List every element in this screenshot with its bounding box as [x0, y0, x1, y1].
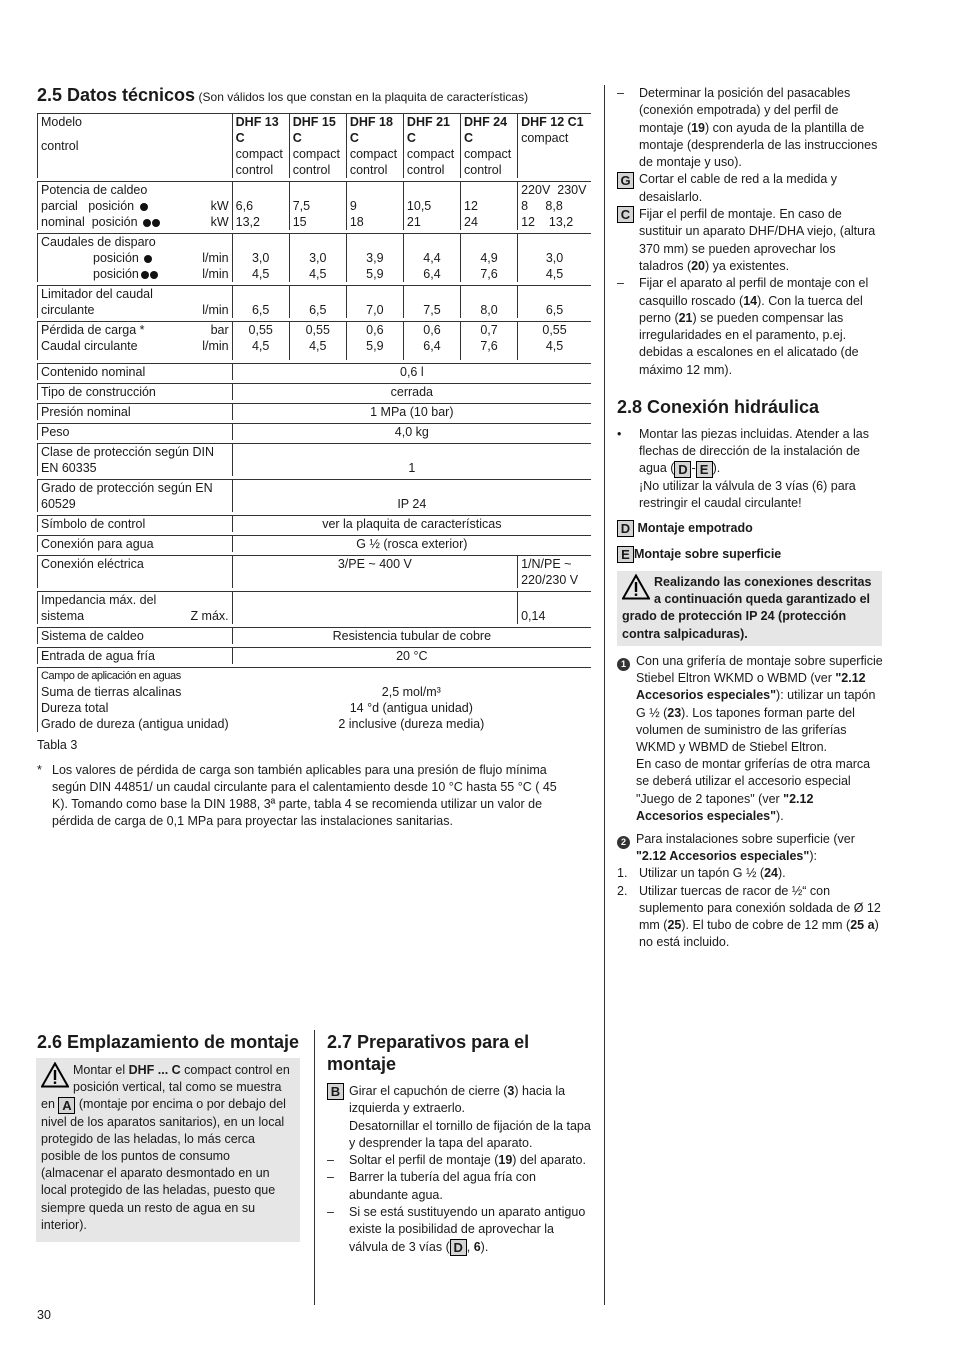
number-marker: 2.: [617, 883, 628, 898]
cell: 4,5: [251, 267, 270, 281]
text: Utilizar un tapón G ½ (: [639, 866, 765, 881]
model-name: DHF 18 C: [349, 115, 393, 145]
footnote-mark: *: [37, 763, 42, 777]
row-label: Campo de aplicación en aguas: [41, 670, 181, 682]
number-marker: 1.: [617, 866, 628, 881]
technical-data-table: [37, 110, 591, 735]
model-sub: compact: [235, 147, 283, 161]
cell: 3,0: [545, 251, 564, 265]
cell: 4,5: [251, 339, 270, 353]
section-title: 2.5 Datos técnicos: [37, 85, 196, 105]
row-label: Grado de dureza (antigua unidad): [41, 717, 229, 731]
page-number: 30: [37, 1308, 51, 1322]
text: Si se está sustituyendo un aparato antiguo existe la posibilidad de aprovechar la válvula de 3 vías (: [349, 1205, 586, 1254]
row-label: nominal posición: [41, 215, 138, 229]
cell: 4,5: [545, 339, 564, 353]
table-row: [37, 403, 591, 420]
cell: 0,55: [305, 323, 330, 337]
row-label: Conexión eléctrica: [37, 555, 232, 588]
row-label: Presión nominal: [37, 403, 232, 420]
list-item: [617, 206, 883, 275]
cell: 6,4: [423, 339, 441, 353]
warning-text: compact control en posición vertical, tal como se muestra en: [41, 1063, 290, 1112]
list-item: [617, 831, 883, 865]
double-dot-icon: [141, 271, 149, 279]
model-sub: control: [292, 163, 331, 177]
section-2-5-heading: [37, 84, 597, 106]
row-label: Conexión para agua: [37, 535, 232, 552]
cell: 3,0: [309, 251, 327, 265]
figure-badge-d: D: [674, 461, 691, 478]
text: Cortar el cable de red a la medida y desaislarlo.: [639, 172, 838, 204]
row-label: Pérdida de carga *: [41, 323, 145, 337]
row-label: Contenido nominal: [37, 363, 232, 380]
section-2-8-title: 2.8 Conexión hidráulica: [617, 397, 820, 417]
double-dot-icon: [150, 271, 158, 279]
cell: 8 8,8: [521, 199, 563, 213]
model-sub: compact: [464, 147, 512, 161]
cell: 4,5: [309, 339, 327, 353]
text: ) hacia la izquierda y extraerlo.: [349, 1084, 566, 1116]
cell: 7,5: [423, 303, 441, 317]
table-caption: Tabla 3: [37, 738, 78, 752]
cell: 14 °d (antigua unidad): [349, 701, 473, 715]
table-row: [37, 515, 591, 532]
table-row: [37, 383, 591, 400]
figure-badge-b: B: [327, 1083, 344, 1100]
table-row: [37, 443, 591, 476]
text: Con una grifería de montaje sobre superficie Stiebel Eltron WKMD o WBMD (ver: [636, 654, 883, 686]
list-item: [327, 1083, 593, 1152]
cell: 4,5: [545, 267, 564, 281]
text: ): utilizar un tapón G ½ (: [636, 688, 876, 720]
text: ) con ayuda de la plantilla de montaje (desprenderla de las instrucciones de montaje y uso).: [639, 120, 878, 170]
column-divider-right: [604, 85, 605, 1305]
text: Soltar el perfil de montaje (: [349, 1153, 499, 1168]
table-row: [37, 233, 591, 282]
cell: 13,2: [235, 215, 260, 229]
warning-text: (montaje por encima o por debajo del nivel de los aparatos sanitarios), en un local protegido de las heladas, lo más cerca posible de los puntos de consumo (almacenar el aparato desmontado en un local protegido de las heladas, puesto que siempre queda un resto de agua en su interior).: [41, 1097, 286, 1232]
list-item: [327, 1169, 593, 1204]
cell: IP 24: [232, 479, 591, 512]
label-empotrado: [617, 520, 883, 537]
dash-marker: –: [617, 276, 624, 291]
unit: Z máx.: [190, 609, 229, 623]
table-row: [37, 363, 591, 380]
table-row: [37, 535, 591, 552]
cell: 6,5: [545, 303, 564, 317]
text: ). Los tapones forman parte del volumen de suministro de las griferías WKMD y WBMD de Stiebel Eltron.: [636, 705, 855, 755]
row-label: Peso: [37, 423, 232, 440]
model-name: DHF 24 C: [464, 115, 508, 145]
cell: 6,5: [309, 303, 327, 317]
ref-number: 25 a: [850, 918, 875, 933]
step-1-icon: 1: [617, 658, 630, 671]
text: Montar las piezas incluidas. Atender a las flechas de dirección de la instalación de agua (: [639, 427, 869, 476]
table-row: [37, 647, 591, 664]
row-label: Clase de protección según DIN EN 60335: [37, 443, 232, 476]
cell: 7,6: [480, 339, 498, 353]
text: Girar el capuchón de cierre (: [349, 1084, 508, 1098]
row-label: Suma de tierras alcalinas: [41, 685, 182, 699]
dash-marker: –: [327, 1153, 334, 1168]
cell: 4,0 kg: [232, 423, 591, 440]
section-2-8-steps: [617, 653, 883, 951]
unit: l/min: [202, 303, 229, 317]
cell: 15: [292, 215, 307, 229]
cell: 6,6: [235, 199, 254, 213]
row-label: Limitador del caudal: [41, 287, 153, 301]
figure-badge-c: C: [617, 206, 634, 223]
cross-reference: "2.12 Accesorios especiales": [636, 791, 814, 823]
text: ).: [712, 461, 721, 476]
cell: 7,6: [480, 267, 498, 281]
model-name: DHF 13 C: [235, 115, 279, 145]
warning-text: Realizando las conexiones descritas a continuación queda garantizado el grado de protección IP 24 (protección contra salpicaduras).: [622, 575, 872, 641]
ref-number: 24: [764, 866, 778, 881]
model-name: DHF 15 C: [292, 115, 336, 145]
dash-marker: –: [327, 1205, 334, 1220]
text: Para instalaciones sobre superficie (ver: [636, 832, 855, 847]
cell: 24: [464, 215, 478, 229]
ref-number: 19: [498, 1153, 513, 1168]
label-superficie: [617, 546, 883, 563]
row-label: Grado de protección según EN 60529: [37, 479, 232, 512]
cell: 10,5: [406, 199, 432, 213]
section-2-7-title: 2.7 Preparativos para el montaje: [327, 1032, 530, 1074]
warning-box-2-6: [36, 1058, 300, 1242]
cell: 4,4: [423, 251, 441, 265]
cell: 4,9: [480, 251, 498, 265]
cell: 2,5 mol/m³: [381, 685, 441, 699]
list-item: [617, 865, 883, 882]
cell: 7,5: [292, 199, 311, 213]
cell: 3/PE ~ 400 V: [232, 555, 517, 588]
warning-box-2-8: [617, 571, 882, 646]
cell: 3,0: [251, 251, 270, 265]
ref-number: 14: [743, 293, 758, 308]
table-row: [37, 181, 591, 230]
right-column-top: [617, 85, 883, 379]
text: ) se pueden compensar las irregularidades en el paramento, p.ej. debidas a escalones en el alicatado (de máximo 12 mm).: [639, 310, 859, 377]
cell: ver la plaquita de características: [232, 515, 591, 532]
figure-label: Montaje empotrado: [637, 521, 753, 536]
ref-number: 6: [473, 1239, 481, 1254]
row-label: circulante: [41, 303, 95, 317]
row-label: posición: [93, 251, 139, 265]
row-label: Dureza total: [41, 701, 109, 715]
row-label: Entrada de agua fría: [37, 647, 232, 664]
ref-number: 20: [691, 258, 706, 273]
figure-label: Montaje sobre superficie: [634, 547, 782, 562]
cell: 0,55: [542, 323, 567, 337]
text: ). El tubo de cobre de 12 mm (: [681, 918, 851, 933]
dash-marker: –: [327, 1170, 334, 1185]
unit: l/min: [202, 267, 229, 281]
double-dot-icon: [152, 219, 160, 227]
list-item: [327, 1204, 593, 1256]
text: Desatornillar el tornillo de fijación de la tapa y desprender la tapa del aparato.: [349, 1118, 591, 1150]
cell: 220V 230V: [521, 183, 587, 197]
figure-badge-d: D: [617, 520, 634, 537]
cell: 6,4: [423, 267, 441, 281]
single-dot-icon: [140, 203, 148, 211]
cell: 5,9: [366, 267, 384, 281]
text: ).: [776, 808, 784, 823]
table-row: [37, 423, 591, 440]
figure-badge-e: E: [696, 461, 713, 478]
footnote-text: Los valores de pérdida de carga son también aplicables para una presión de flujo mínima según DIN 44851/ un caudal circulante para el calentamiento desde 10 °C hasta 55 °C ( 45 K). Tomando como base la DIN 1988, 3ª parte, tabla 4 se recomienda utilizar un valor de pérdida de carga de 0,1 MPa para proyectar las instalaciones sanitarias.: [52, 763, 557, 828]
cell: 21: [406, 215, 421, 229]
text: ) no está incluido.: [639, 918, 879, 950]
cell: 0,6 l: [232, 363, 591, 380]
column-divider-left: [314, 1030, 315, 1305]
cell: 4,5: [309, 267, 327, 281]
table-row: [37, 321, 591, 360]
list-item: [617, 426, 883, 512]
ref-number: 6: [816, 478, 824, 493]
unit: kW: [210, 199, 229, 213]
footnote: [37, 762, 567, 830]
cell: 18: [349, 215, 364, 229]
cell: cerrada: [232, 383, 591, 400]
row-label: Símbolo de control: [37, 515, 232, 532]
text: ¡No utilizar la válvula de 3 vías (: [639, 478, 817, 493]
text: ).: [777, 866, 786, 881]
ref-number: 19: [691, 120, 706, 135]
cell: 6,5: [251, 303, 270, 317]
text: ). Con la tuerca del perno (: [639, 293, 863, 325]
table-row: [37, 479, 591, 512]
step-2-icon: 2: [617, 836, 630, 849]
text: Determinar la posición del pasacables (conexión empotrada) y del perfil de montaje (: [639, 86, 851, 135]
table-row: [37, 627, 591, 644]
header-model: Modelo: [41, 115, 82, 129]
bullet-marker: •: [617, 427, 622, 441]
model-sub: control: [406, 163, 445, 177]
text: ) para restringir el caudal circulante!: [639, 478, 856, 510]
section-2-8-body: [617, 426, 883, 563]
cell: 1 MPa (10 bar): [232, 403, 591, 420]
cell: 12: [464, 199, 478, 213]
cell: 0,6: [366, 323, 384, 337]
cell: Resistencia tubular de cobre: [232, 627, 591, 644]
ref-number: 25: [667, 918, 682, 933]
text: ,: [466, 1239, 474, 1254]
cell: 0,6: [423, 323, 441, 337]
cell: 7,0: [366, 303, 384, 317]
header-control: control: [41, 139, 79, 153]
model-sub: compact: [349, 147, 398, 161]
table-row: [37, 113, 591, 178]
model-sub: control: [235, 163, 274, 177]
row-label: parcial posición: [41, 199, 135, 213]
text: Barrer la tubería del agua fría con abundante agua.: [349, 1170, 536, 1202]
row-label: Sistema de caldeo: [37, 627, 232, 644]
text: Fijar el perfil de montaje. En caso de sustituir un aparato DHF/DHA viejo, (altura 370 mm) se pueden aprovechar los taladros (: [639, 207, 876, 273]
warning-triangle-icon: [622, 574, 650, 600]
ref-number: 23: [667, 705, 682, 720]
section-2-7-body: [327, 1083, 593, 1256]
table-row: [37, 667, 591, 732]
row-label: Caudal circulante: [41, 339, 138, 353]
text: ) del aparato.: [512, 1153, 586, 1168]
dash-marker: –: [617, 86, 624, 100]
text: ).: [480, 1239, 489, 1254]
section-2-6-title: 2.6 Emplazamiento de montaje: [37, 1032, 300, 1052]
section-subtitle: (Son válidos los que constan en la plaquita de características): [198, 90, 529, 104]
figure-badge-g: G: [617, 172, 634, 189]
model-sub: compact: [292, 147, 340, 161]
cell: 0,55: [248, 323, 273, 337]
cross-reference: "2.12 Accesorios especiales": [636, 849, 810, 864]
model-sub: control: [349, 163, 388, 177]
cell: 0,14: [517, 591, 591, 624]
text: ):: [809, 849, 817, 864]
figure-badge-d: D: [450, 1239, 467, 1256]
table-row: [37, 555, 591, 588]
cell: 1: [232, 443, 591, 476]
warning-triangle-icon: [41, 1062, 69, 1088]
text: ) ya existentes.: [705, 258, 790, 273]
list-item: [617, 883, 883, 952]
model-sub: control: [464, 163, 502, 177]
unit: kW: [210, 215, 229, 229]
cell: 3,9: [366, 251, 384, 265]
cell: 0,7: [480, 323, 498, 337]
figure-badge-a: A: [58, 1097, 75, 1114]
list-item: [617, 171, 883, 206]
list-item: [617, 275, 883, 379]
table-row: [37, 285, 591, 318]
warning-text-bold: DHF ... C: [128, 1063, 181, 1077]
list-item: [617, 653, 883, 825]
cell: 20 °C: [232, 647, 591, 664]
double-dot-icon: [143, 219, 151, 227]
ref-number: 21: [678, 310, 693, 325]
row-label: Tipo de construcción: [37, 383, 232, 400]
text: Utilizar tuercas de racor de ½“ con suplemento para conexión soldada de Ø 12 mm (: [639, 883, 881, 933]
ref-number: 3: [507, 1084, 515, 1098]
unit: l/min: [202, 339, 229, 353]
row-label: sistema: [41, 609, 85, 623]
cell: 12 13,2: [521, 215, 574, 229]
unit: bar: [210, 323, 229, 337]
figure-badge-e: E: [617, 546, 634, 563]
list-item: [617, 85, 883, 171]
row-label: Caudales de disparo: [41, 235, 156, 249]
cell: 9: [349, 199, 357, 213]
model-name: DHF 21 C: [406, 115, 450, 145]
warning-text: Montar el: [73, 1063, 129, 1077]
row-label: posición: [93, 267, 139, 281]
text: En caso de montar griferías de otra marca se deberá utilizar el accesorio especial "Juego de 2 tapones" (ver: [636, 757, 871, 806]
unit: l/min: [202, 251, 229, 265]
cell: 8,0: [480, 303, 498, 317]
row-label: Impedancia máx. del: [41, 593, 157, 607]
cell: 1/N/PE ~ 220/230 V: [517, 555, 591, 588]
cell: G ½ (rosca exterior): [232, 535, 591, 552]
text: Fijar el aparato al perfil de montaje con el casquillo roscado (: [639, 276, 869, 308]
model-name: DHF 12 C1: [521, 115, 584, 129]
text: -: [691, 461, 696, 476]
cell: 5,9: [366, 339, 384, 353]
model-sub: compact: [406, 147, 455, 161]
single-dot-icon: [144, 255, 152, 263]
list-item: [327, 1152, 593, 1169]
table-row: [37, 591, 591, 624]
row-label: Potencia de caldeo: [41, 183, 148, 197]
cross-reference: "2.12 Accesorios especiales": [636, 671, 866, 703]
cell: 2 inclusive (dureza media): [338, 717, 485, 731]
model-sub: compact: [521, 131, 569, 145]
